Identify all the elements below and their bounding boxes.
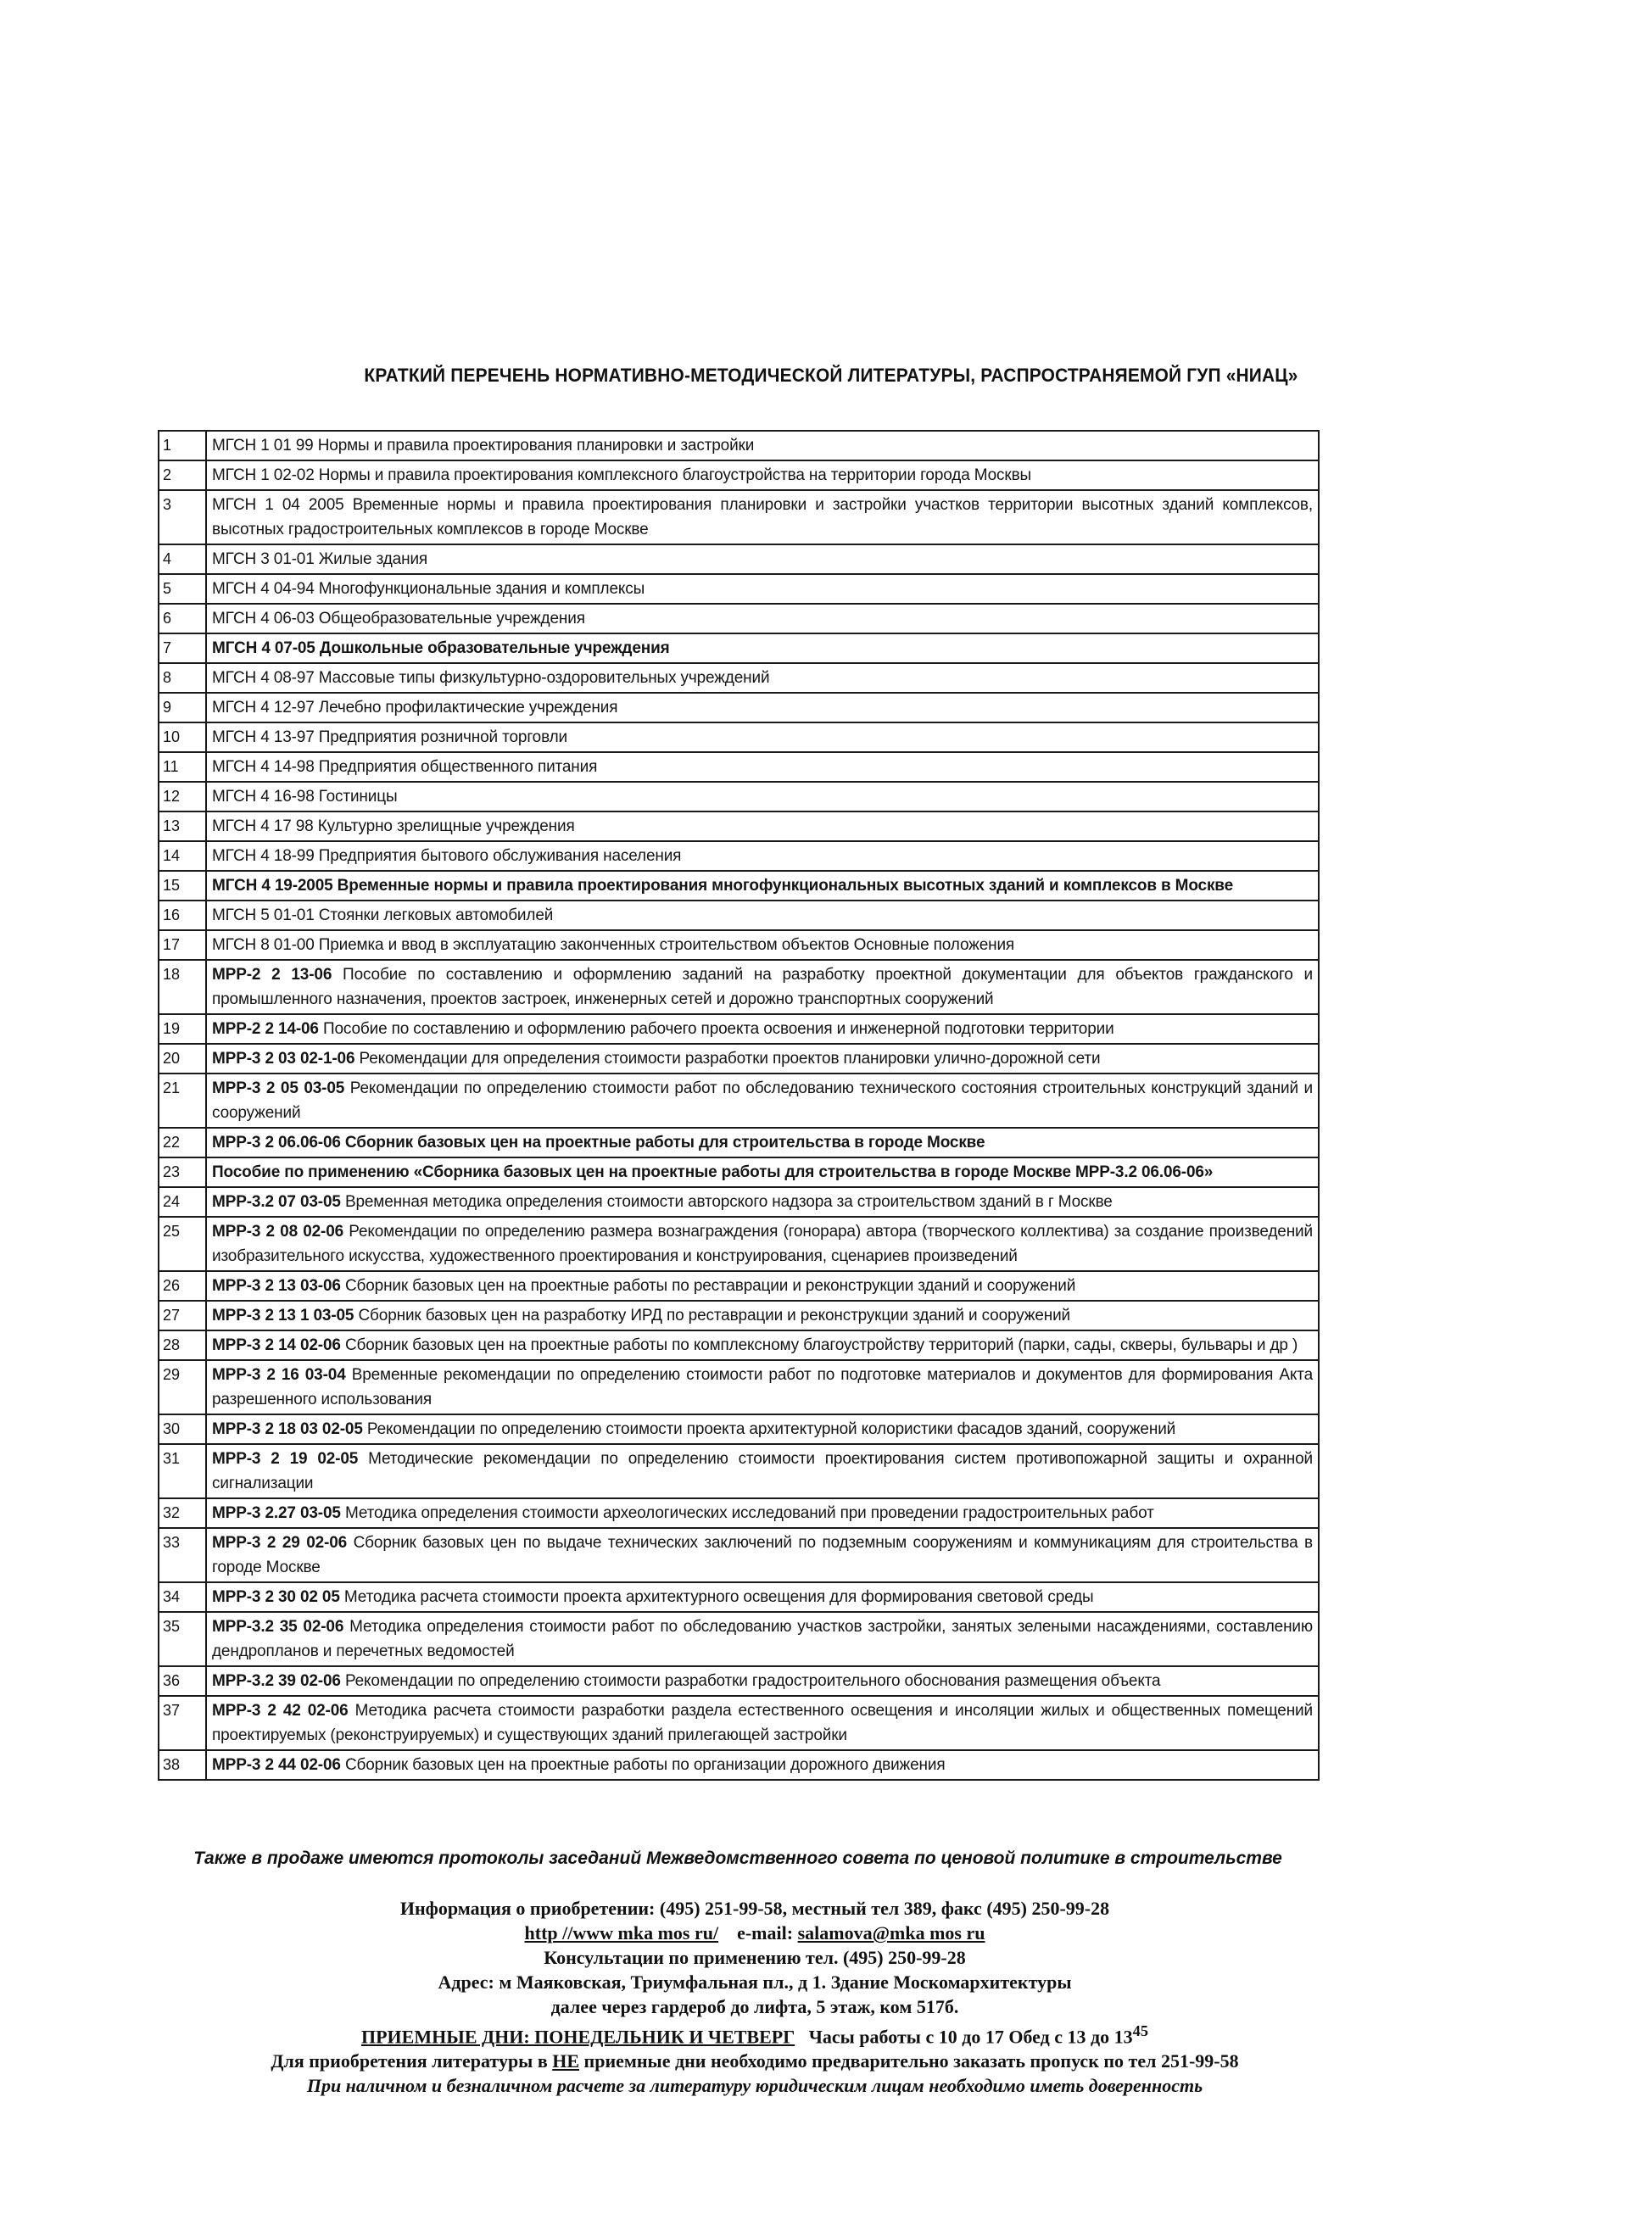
web-contact-line: [119, 1921, 1391, 1945]
row-number: 29: [159, 1360, 206, 1414]
table-row: [159, 1157, 1319, 1187]
document-description: МГСН 4 08-97 Массовые типы физкультурно-оздоровительных учреждений: [212, 669, 770, 687]
document-title: [206, 1498, 1319, 1528]
row-number: 2: [159, 460, 206, 490]
document-description: МГСН 4 18-99 Предприятия бытового обслуживания населения: [212, 847, 682, 865]
row-number: 5: [159, 574, 206, 604]
row-number: 37: [159, 1696, 206, 1750]
table-row: [159, 693, 1319, 722]
document-title: [206, 663, 1319, 693]
document-title: [206, 1074, 1319, 1128]
document-description: Сборник базовых цен на проектные работы по организации дорожного движения: [340, 1756, 946, 1774]
row-number: 12: [159, 782, 206, 811]
power-of-attorney-line: При наличном и безналичном расчете за литературу юридическим лицам необходимо иметь доверенность: [306, 2075, 1203, 2097]
document-title: [206, 722, 1319, 752]
table-row: [159, 1360, 1319, 1414]
document-code: МРР-3.2 35 02-06: [212, 1618, 344, 1636]
document-description: МГСН 4 16-98 Гостиницы: [212, 788, 398, 806]
row-number: 35: [159, 1612, 206, 1666]
row-number: 3: [159, 490, 206, 544]
table-row: [159, 1696, 1319, 1750]
page-title: КРАТКИЙ ПЕРЕЧЕНЬ НОРМАТИВНО-МЕТОДИЧЕСКОЙ ЛИТЕРАТУРЫ, РАСПРОСТРАНЯЕМОЙ ГУП «НИАЦ»: [364, 365, 1298, 386]
consultation-line: Консультации по применению тел. (495) 250-99-28: [544, 1947, 966, 1968]
protocols-note: Также в продаже имеются протоколы заседаний Межведомственного совета по ценовой политике в строительстве: [193, 1849, 1282, 1868]
document-title: [206, 633, 1319, 663]
document-code: МРР-2 2 14-06: [212, 1020, 319, 1038]
table-row: [159, 1666, 1319, 1696]
row-number: 15: [159, 871, 206, 901]
table-row: [159, 871, 1319, 901]
table-row: [159, 1074, 1319, 1128]
document-title: [206, 1044, 1319, 1074]
row-number: 7: [159, 633, 206, 663]
table-row: [159, 722, 1319, 752]
document-description: Методические рекомендации по определению стоимости проектирования систем противопожарной защиты и охранной сигнализации: [212, 1450, 1313, 1492]
document-description: МГСН 4 13-97 Предприятия розничной торговли: [212, 728, 567, 746]
table-row: [159, 752, 1319, 782]
email-link[interactable]: salamova@mka mos ru: [797, 1922, 985, 1944]
document-code: МРР-3 2 44 02-06: [212, 1756, 341, 1774]
document-description: Методика определения стоимости работ по обследованию участков застройки, занятых зелеными насаждениями, составлению дендропланов и перечетных ведомостей: [212, 1618, 1313, 1660]
row-number: 9: [159, 693, 206, 722]
document-title: [206, 1217, 1319, 1271]
row-number: 17: [159, 930, 206, 960]
document-title: [206, 1271, 1319, 1301]
document-title: [206, 1014, 1319, 1044]
document-code: МРР-2 2 13-06: [212, 966, 332, 984]
document-description: Рекомендации по определению стоимости работ по обследованию технического состояния строительных конструкций зданий и сооружений: [212, 1079, 1313, 1122]
table-row: [159, 490, 1319, 544]
table-row: [159, 544, 1319, 574]
document-title: [206, 752, 1319, 782]
document-title: [206, 1582, 1319, 1612]
row-number: 8: [159, 663, 206, 693]
document-title: [206, 1444, 1319, 1498]
document-title: [206, 544, 1319, 574]
reception-days: ПРИЕМНЫЕ ДНИ: ПОНЕДЕЛЬНИК И ЧЕТВЕРГ: [361, 2026, 795, 2048]
document-title: [206, 960, 1319, 1014]
document-description: МГСН 1 02-02 Нормы и правила проектирования комплексного благоустройства на территории города Москвы: [212, 466, 1032, 484]
table-row: [159, 1612, 1319, 1666]
row-number: 18: [159, 960, 206, 1014]
document-description: МГСН 4 04-94 Многофункциональные здания и комплексы: [212, 580, 645, 598]
document-description: Временные рекомендации по определению стоимости работ по подготовке материалов и документов для формирования Акта разрешенного использования: [212, 1366, 1313, 1408]
row-number: 10: [159, 722, 206, 752]
document-description: Методика расчета стоимости разработки раздела естественного освещения и инсоляции жилых и общественных помещений проектируемых (реконструируемых) и существующих зданий прилегающей застройки: [212, 1702, 1313, 1744]
literature-table-body: [159, 431, 1319, 1780]
row-number: 22: [159, 1128, 206, 1157]
table-row: [159, 1128, 1319, 1157]
table-row: [159, 574, 1319, 604]
document-code: МРР-3 2 42 02-06: [212, 1702, 349, 1720]
document-code: МРР-3 2 30 02 05: [212, 1588, 340, 1606]
document-code: МРР-3.2 07 03-05: [212, 1193, 341, 1211]
document-title: [206, 1414, 1319, 1444]
document-description: Сборник базовых цен на разработку ИРД по реставрации и реконструкции зданий и сооружений: [354, 1307, 1071, 1324]
working-hours-sup: 45: [1132, 2022, 1148, 2039]
document-title: [206, 1666, 1319, 1696]
document-title: [206, 1528, 1319, 1582]
document-title: [206, 431, 1319, 460]
purchase-info-line: Информация о приобретении: (495) 251-99-58, местный тел 389, факс (495) 250-99-28: [399, 1898, 1110, 1919]
document-title: [206, 1750, 1319, 1780]
table-row: [159, 1217, 1319, 1271]
document-title: [206, 841, 1319, 871]
table-row: [159, 663, 1319, 693]
literature-table: [158, 430, 1320, 1781]
document-description: Сборник базовых цен на проектные работы по комплексному благоустройству территорий (парки, сады, скверы, бульвары и др ): [340, 1336, 1298, 1354]
document-description: МГСН 5 01-01 Стоянки легковых автомобилей: [212, 906, 554, 924]
table-row: [159, 1498, 1319, 1528]
document-code: МРР-3 2 03 02-1-06: [212, 1050, 355, 1068]
table-row: [159, 1582, 1319, 1612]
document-code: МРР-3 2 14 02-06: [212, 1336, 341, 1354]
table-row: [159, 1014, 1319, 1044]
document-title: [206, 1330, 1319, 1360]
document-code: МРР-3 2 18 03 02-05: [212, 1420, 363, 1438]
document-description: Сборник базовых цен по выдаче технических заключений по подземным сооружениям и коммуникациям для строительства в городе Москве: [212, 1534, 1313, 1576]
row-number: 4: [159, 544, 206, 574]
document-title: [206, 1157, 1319, 1187]
working-hours: Часы работы с 10 до 17 Обед с 13 до 13: [808, 2026, 1133, 2048]
document-description: Временная методика определения стоимости авторского надзора за строительством зданий в г Москве: [340, 1193, 1113, 1211]
table-row: [159, 930, 1319, 960]
document-description: Методика определения стоимости археологических исследований при проведении градостроительных работ: [340, 1504, 1154, 1522]
row-number: 24: [159, 1187, 206, 1217]
document-description: МГСН 1 04 2005 Временные нормы и правила проектирования планировки и застройки участков территории высотных зданий комплексов, высотных градостроительных комплексов в городе Москве: [212, 496, 1313, 538]
document-code: МРР-3 2 13 1 03-05: [212, 1307, 354, 1324]
row-number: 26: [159, 1271, 206, 1301]
document-title: [206, 1360, 1319, 1414]
pass-order-line: [119, 2049, 1391, 2073]
document-title: [206, 1612, 1319, 1666]
pass-order-text-c: приемные дни необходимо предварительно заказать пропуск по тел 251-99-58: [579, 2050, 1239, 2072]
document-code: МРР-3 2 05 03-05: [212, 1079, 345, 1097]
table-row: [159, 1044, 1319, 1074]
document-description: МГСН 8 01-00 Приемка и ввод в эксплуатацию законченных строительством объектов Основные положения: [212, 936, 1015, 954]
row-number: 38: [159, 1750, 206, 1780]
row-number: 30: [159, 1414, 206, 1444]
table-row: [159, 1271, 1319, 1301]
document-description: МГСН 3 01-01 Жилые здания: [212, 550, 428, 568]
row-number: 19: [159, 1014, 206, 1044]
row-number: 23: [159, 1157, 206, 1187]
table-row: [159, 841, 1319, 871]
schedule-line: [119, 2019, 1391, 2049]
document-description: Рекомендации по определению размера вознаграждения (гонорара) автора (творческого коллектива) за создание произведений изобразительного искусства, художественного проектирования и конструирования, сценариев произведений: [212, 1223, 1313, 1265]
document-title: [206, 930, 1319, 960]
document-code: МРР-3 2.27 03-05: [212, 1504, 341, 1522]
document-description: Рекомендации по определению стоимости разработки градостроительного обоснования размещения объекта: [340, 1672, 1161, 1690]
email-label: e-mail:: [737, 1922, 794, 1944]
row-number: 27: [159, 1301, 206, 1330]
row-number: 14: [159, 841, 206, 871]
document-title: [206, 871, 1319, 901]
document-description: Рекомендации для определения стоимости разработки проектов планировки улично-дорожной сети: [354, 1050, 1101, 1068]
document-title: [206, 1301, 1319, 1330]
document-title: [206, 604, 1319, 633]
document-title: [206, 782, 1319, 811]
row-number: 13: [159, 811, 206, 841]
document-title: [206, 1128, 1319, 1157]
table-row: [159, 633, 1319, 663]
table-row: [159, 460, 1319, 490]
row-number: 11: [159, 752, 206, 782]
document-description: МРР-3 2 06.06-06 Сборник базовых цен на проектные работы для строительства в городе Москве: [212, 1134, 985, 1152]
document-description: Методика расчета стоимости проекта архитектурного освещения для формирования световой среды: [339, 1588, 1094, 1606]
table-row: [159, 1301, 1319, 1330]
document-description: Пособие по составлению и оформлению заданий на разработку проектной документации для объектов гражданского и промышленного назначения, проектов застроек, инженерных сетей и дорожно транспортных сооружений: [212, 966, 1313, 1008]
row-number: 34: [159, 1582, 206, 1612]
row-number: 32: [159, 1498, 206, 1528]
document-title: [206, 490, 1319, 544]
row-number: 20: [159, 1044, 206, 1074]
table-row: [159, 1750, 1319, 1780]
pass-order-text-a: Для приобретения литературы в: [271, 2050, 553, 2072]
document-title: [206, 693, 1319, 722]
document-description: МГСН 4 17 98 Культурно зрелищные учреждения: [212, 817, 575, 835]
document-description: МГСН 4 06-03 Общеобразовательные учреждения: [212, 610, 585, 627]
document-code: МРР-3 2 08 02-06: [212, 1223, 344, 1241]
contact-info: [119, 1896, 1391, 2098]
document-description: Сборник базовых цен на проектные работы по реставрации и реконструкции зданий и сооружений: [340, 1277, 1076, 1295]
table-row: [159, 901, 1319, 930]
document-title: [206, 574, 1319, 604]
address-line: Адрес: м Маяковская, Триумфальная пл., д 1. Здание Москомархитектуры: [438, 1971, 1072, 1993]
row-number: 16: [159, 901, 206, 930]
table-row: [159, 431, 1319, 460]
website-link[interactable]: http //www mka mos ru/: [524, 1922, 719, 1944]
pass-order-text-not: НЕ: [552, 2050, 580, 2072]
document-code: МРР-3 2 13 03-06: [212, 1277, 341, 1295]
row-number: 6: [159, 604, 206, 633]
table-row: [159, 1414, 1319, 1444]
row-number: 1: [159, 431, 206, 460]
document-description: МГСН 4 12-97 Лечебно профилактические учреждения: [212, 699, 618, 717]
table-row: [159, 604, 1319, 633]
directions-line: далее через гардероб до лифта, 5 этаж, ком 517б.: [550, 1996, 959, 2017]
document-title: [206, 1187, 1319, 1217]
table-row: [159, 1528, 1319, 1582]
row-number: 28: [159, 1330, 206, 1360]
document-description: МГСН 4 19-2005 Временные нормы и правила проектирования многофункциональных высотных зданий и комплексов в Москве: [212, 877, 1234, 895]
document-description: Пособие по составлению и оформлению рабочего проекта освоения и инженерной подготовки территории: [318, 1020, 1114, 1038]
document-description: Пособие по применению «Сборника базовых цен на проектные работы для строительства в городе Москве МРР-3.2 06.06-06»: [212, 1163, 1214, 1181]
row-number: 36: [159, 1666, 206, 1696]
document-code: МРР-3.2 39 02-06: [212, 1672, 341, 1690]
row-number: 25: [159, 1217, 206, 1271]
table-row: [159, 782, 1319, 811]
row-number: 21: [159, 1074, 206, 1128]
table-row: [159, 1444, 1319, 1498]
document-title: [206, 1696, 1319, 1750]
document-title: [206, 811, 1319, 841]
table-row: [159, 960, 1319, 1014]
document-title: [206, 901, 1319, 930]
table-row: [159, 1187, 1319, 1217]
row-number: 31: [159, 1444, 206, 1498]
document-description: МГСН 4 07-05 Дошкольные образовательные учреждения: [212, 639, 670, 657]
table-row: [159, 811, 1319, 841]
row-number: 33: [159, 1528, 206, 1582]
document-title: [206, 460, 1319, 490]
document-description: Рекомендации по определению стоимости проекта архитектурной колористики фасадов зданий, сооружений: [362, 1420, 1176, 1438]
document-code: МРР-3 2 19 02-05: [212, 1450, 359, 1468]
document-code: МРР-3 2 29 02-06: [212, 1534, 348, 1552]
document-description: МГСН 1 01 99 Нормы и правила проектирования планировки и застройки: [212, 437, 755, 455]
table-row: [159, 1330, 1319, 1360]
document-code: МРР-3 2 16 03-04: [212, 1366, 346, 1384]
document-description: МГСН 4 14-98 Предприятия общественного питания: [212, 758, 598, 776]
